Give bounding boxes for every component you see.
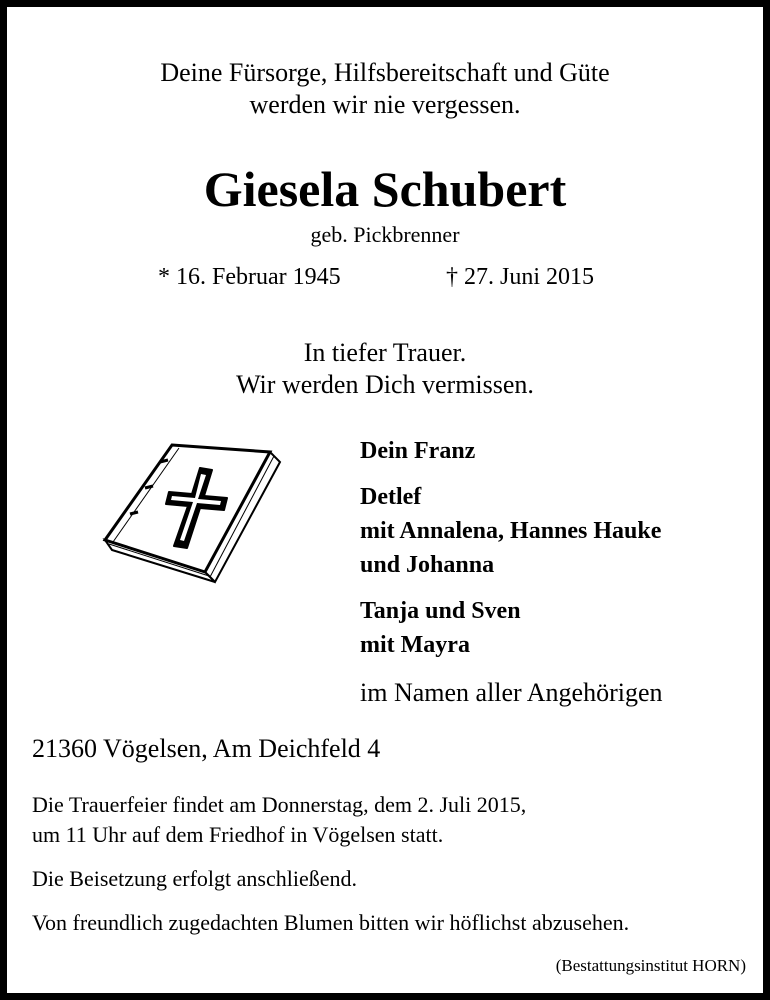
mourner-detlef-family-2: und Johanna — [360, 552, 495, 578]
mourning-line-2: Wir werden Dich vermissen. — [236, 370, 534, 399]
undertaker: (Bestattungsinstitut HORN) — [555, 956, 746, 975]
flowers-note: Von freundlich zugedachten Blumen bitten wir höflichst abzusehen. — [32, 910, 630, 935]
mourner-tanja-sven: Tanja und Sven — [360, 598, 521, 624]
death-date: † 27. Juni 2015 — [446, 264, 595, 290]
service-line-2: um 11 Uhr auf dem Friedhof in Vögelsen statt. — [32, 822, 444, 847]
mourner-franz: Dein Franz — [360, 438, 476, 464]
mourner-mayra: mit Mayra — [360, 632, 470, 658]
deceased-name: Giesela Schubert — [203, 161, 567, 217]
mourners-closing: im Namen aller Angehörigen — [360, 678, 663, 707]
mourner-detlef-family: mit Annalena, Hannes Hauke — [360, 518, 662, 544]
address: 21360 Vögelsen, Am Deichfeld 4 — [32, 734, 381, 763]
bible-cross-icon — [100, 440, 285, 590]
burial-note: Die Beisetzung erfolgt anschließend. — [32, 866, 358, 891]
mourner-detlef: Detlef — [360, 484, 422, 510]
birth-date: * 16. Februar 1945 — [158, 264, 341, 290]
motto-line-2: werden wir nie vergessen. — [249, 90, 521, 119]
mourning-line-1: In tiefer Trauer. — [303, 338, 467, 367]
maiden-name: geb. Pickbrenner — [310, 222, 460, 247]
service-line-1: Die Trauerfeier findet am Donnerstag, dem 2. Juli 2015, — [32, 792, 527, 817]
motto-line-1: Deine Fürsorge, Hilfsbereitschaft und Güte — [160, 58, 610, 87]
